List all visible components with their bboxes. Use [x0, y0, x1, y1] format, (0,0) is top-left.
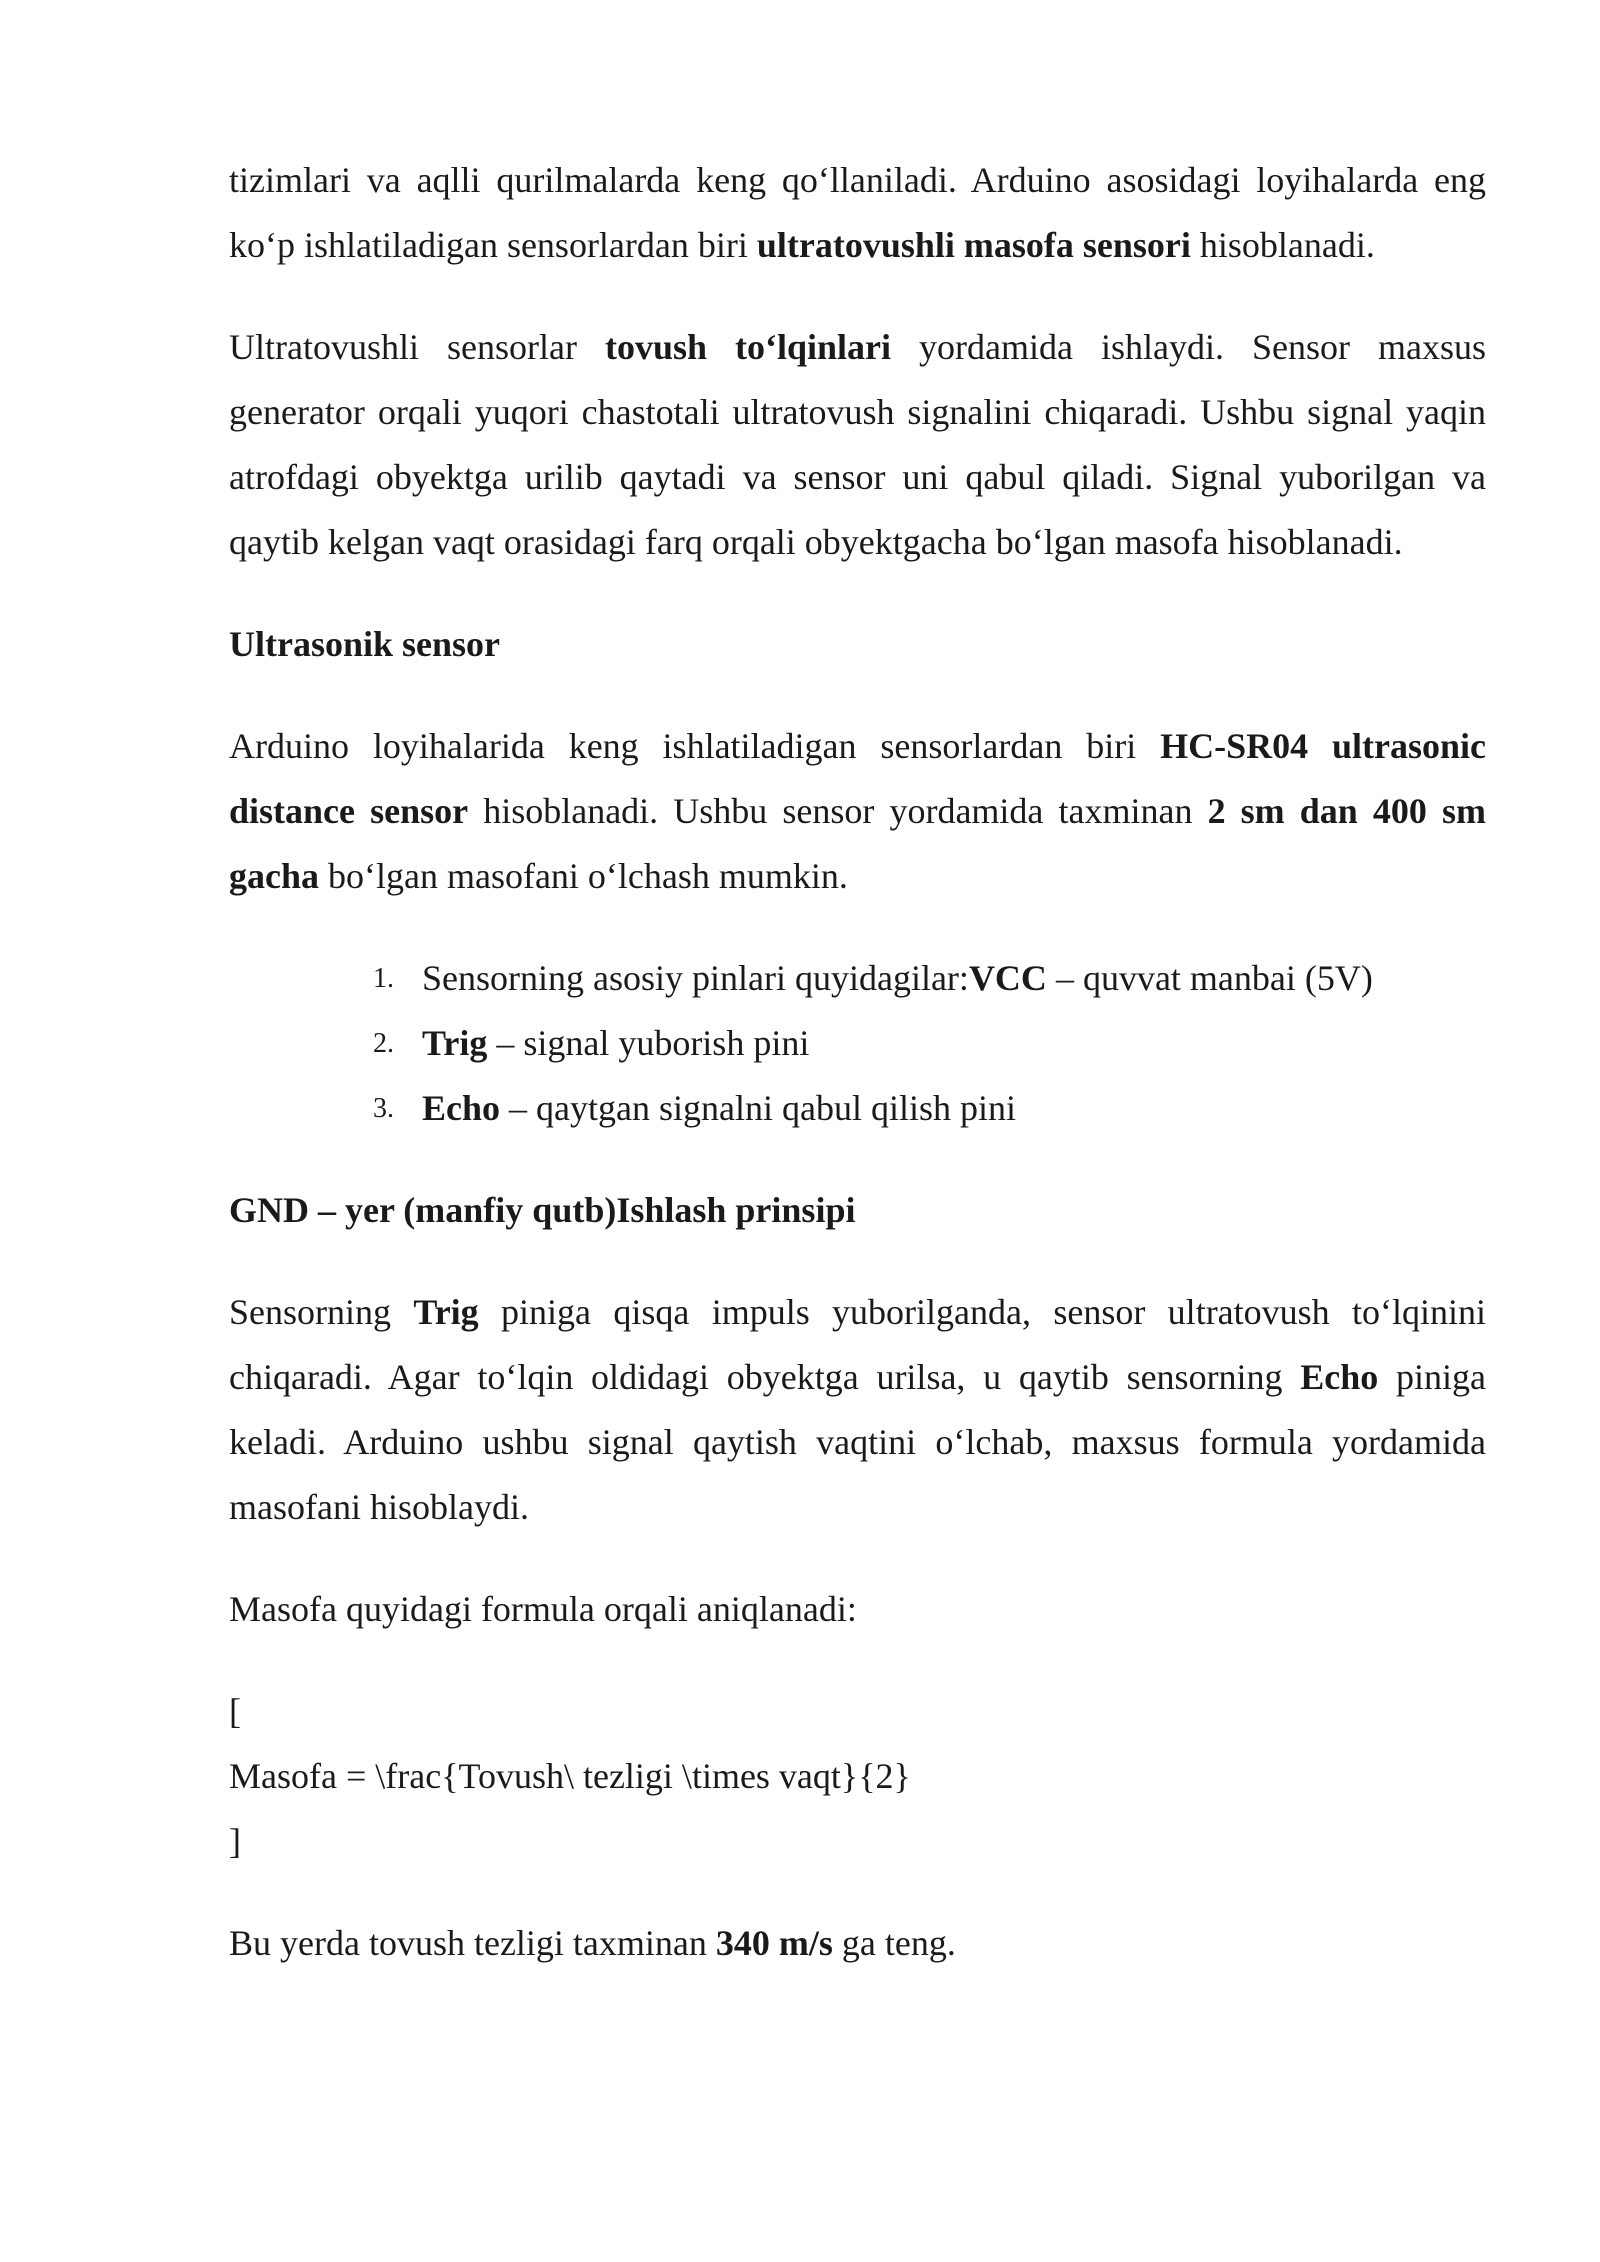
text-run: Arduino loyihalarida keng ishlatiladigan sensorlardan biri	[229, 726, 1161, 766]
pin-list	[229, 946, 1486, 1141]
bold-term: tovush to‘lqinlari	[604, 327, 892, 367]
list-item	[229, 1011, 1486, 1076]
paragraph-hcsr04	[229, 714, 1486, 909]
text-run: ga teng.	[832, 1923, 956, 1963]
paragraph-sound-speed	[229, 1911, 1486, 1976]
text-run: – qaytgan signalni qabul qilish pini	[500, 1088, 1016, 1128]
text-run: – signal yuborish pini	[487, 1023, 810, 1063]
bold-term: Echo	[422, 1088, 501, 1128]
text-run: Sensorning asosiy pinlari quyidagilar:	[422, 958, 969, 998]
paragraph-working	[229, 1280, 1486, 1540]
formula-open-bracket: [	[229, 1691, 241, 1731]
text-run: Ultratovushli sensorlar	[229, 327, 605, 367]
bold-term: HC-SR04 ultrasonic distance sensor	[229, 726, 1487, 831]
bold-term: Trig	[413, 1292, 479, 1332]
text-run: bo‘lgan masofani o‘lchash mumkin.	[319, 856, 848, 896]
paragraph-intro	[229, 148, 1486, 278]
text-run: hisoblanadi.	[1190, 225, 1375, 265]
bold-term: Trig	[422, 1023, 488, 1063]
bold-term: ultratovushli masofa sensori	[756, 225, 1191, 265]
text-run: piniga qisqa impuls yuborilganda, sensor ultratovush to‘lqinini chiqaradi. Agar to‘lqin oldidagi obyektga urilsa, u qaytib sensorning	[229, 1292, 1487, 1397]
paragraph-formula-intro: Masofa quyidagi formula orqali aniqlanadi:	[229, 1589, 857, 1629]
text-run: tizimlari va aqlli qurilmalarda keng qo‘llaniladi. Arduino asosidagi loyihalarda eng ko‘p ishlatiladigan sensorlardan biri	[229, 160, 1486, 265]
list-item	[229, 946, 1486, 1011]
text-run: hisoblanadi. Ushbu sensor yordamida taxminan	[468, 791, 1208, 831]
text-run: piniga keladi. Arduino ushbu signal qaytish vaqtini o‘lchab, maxsus formula yordamida masofani hisoblaydi.	[229, 1357, 1486, 1527]
text-run: – quvvat manbai (5V)	[1046, 958, 1373, 998]
bold-term: VCC	[968, 958, 1047, 998]
document-page	[229, 148, 1486, 1976]
text-run: yordamida ishlaydi. Sensor maxsus generator orqali yuqori chastotali ultratovush signalini chiqaradi. Ushbu signal yaqin atrofdagi obyektga urilib qaytadi va sensor uni qabul qiladi. Signal yuborilgan va qaytib kelgan vaqt orasidagi farq orqali obyektgacha bo‘lgan masofa hisoblanadi.	[229, 327, 1486, 562]
paragraph-principle	[229, 315, 1486, 575]
section-heading-gnd: GND – yer (manfiy qutb)Ishlash prinsipi	[229, 1190, 856, 1230]
text-run: Sensorning	[229, 1292, 414, 1332]
bold-term: Echo	[1300, 1357, 1379, 1397]
list-item	[229, 1076, 1486, 1141]
list-number: 3.	[373, 1093, 394, 1124]
list-number: 1.	[373, 963, 394, 994]
formula-block	[229, 1679, 1486, 1874]
bold-term: 340 m/s	[715, 1923, 833, 1963]
formula-body: Masofa = \frac{Tovush\ tezligi \times vaqt}{2}	[229, 1756, 911, 1796]
formula-close-bracket: ]	[229, 1821, 241, 1861]
bold-term: 2 sm dan 400 sm gacha	[229, 791, 1487, 896]
section-heading-ultrasonik: Ultrasonik sensor	[229, 624, 501, 664]
list-number: 2.	[373, 1028, 394, 1059]
text-run: Bu yerda tovush tezligi taxminan	[229, 1923, 716, 1963]
